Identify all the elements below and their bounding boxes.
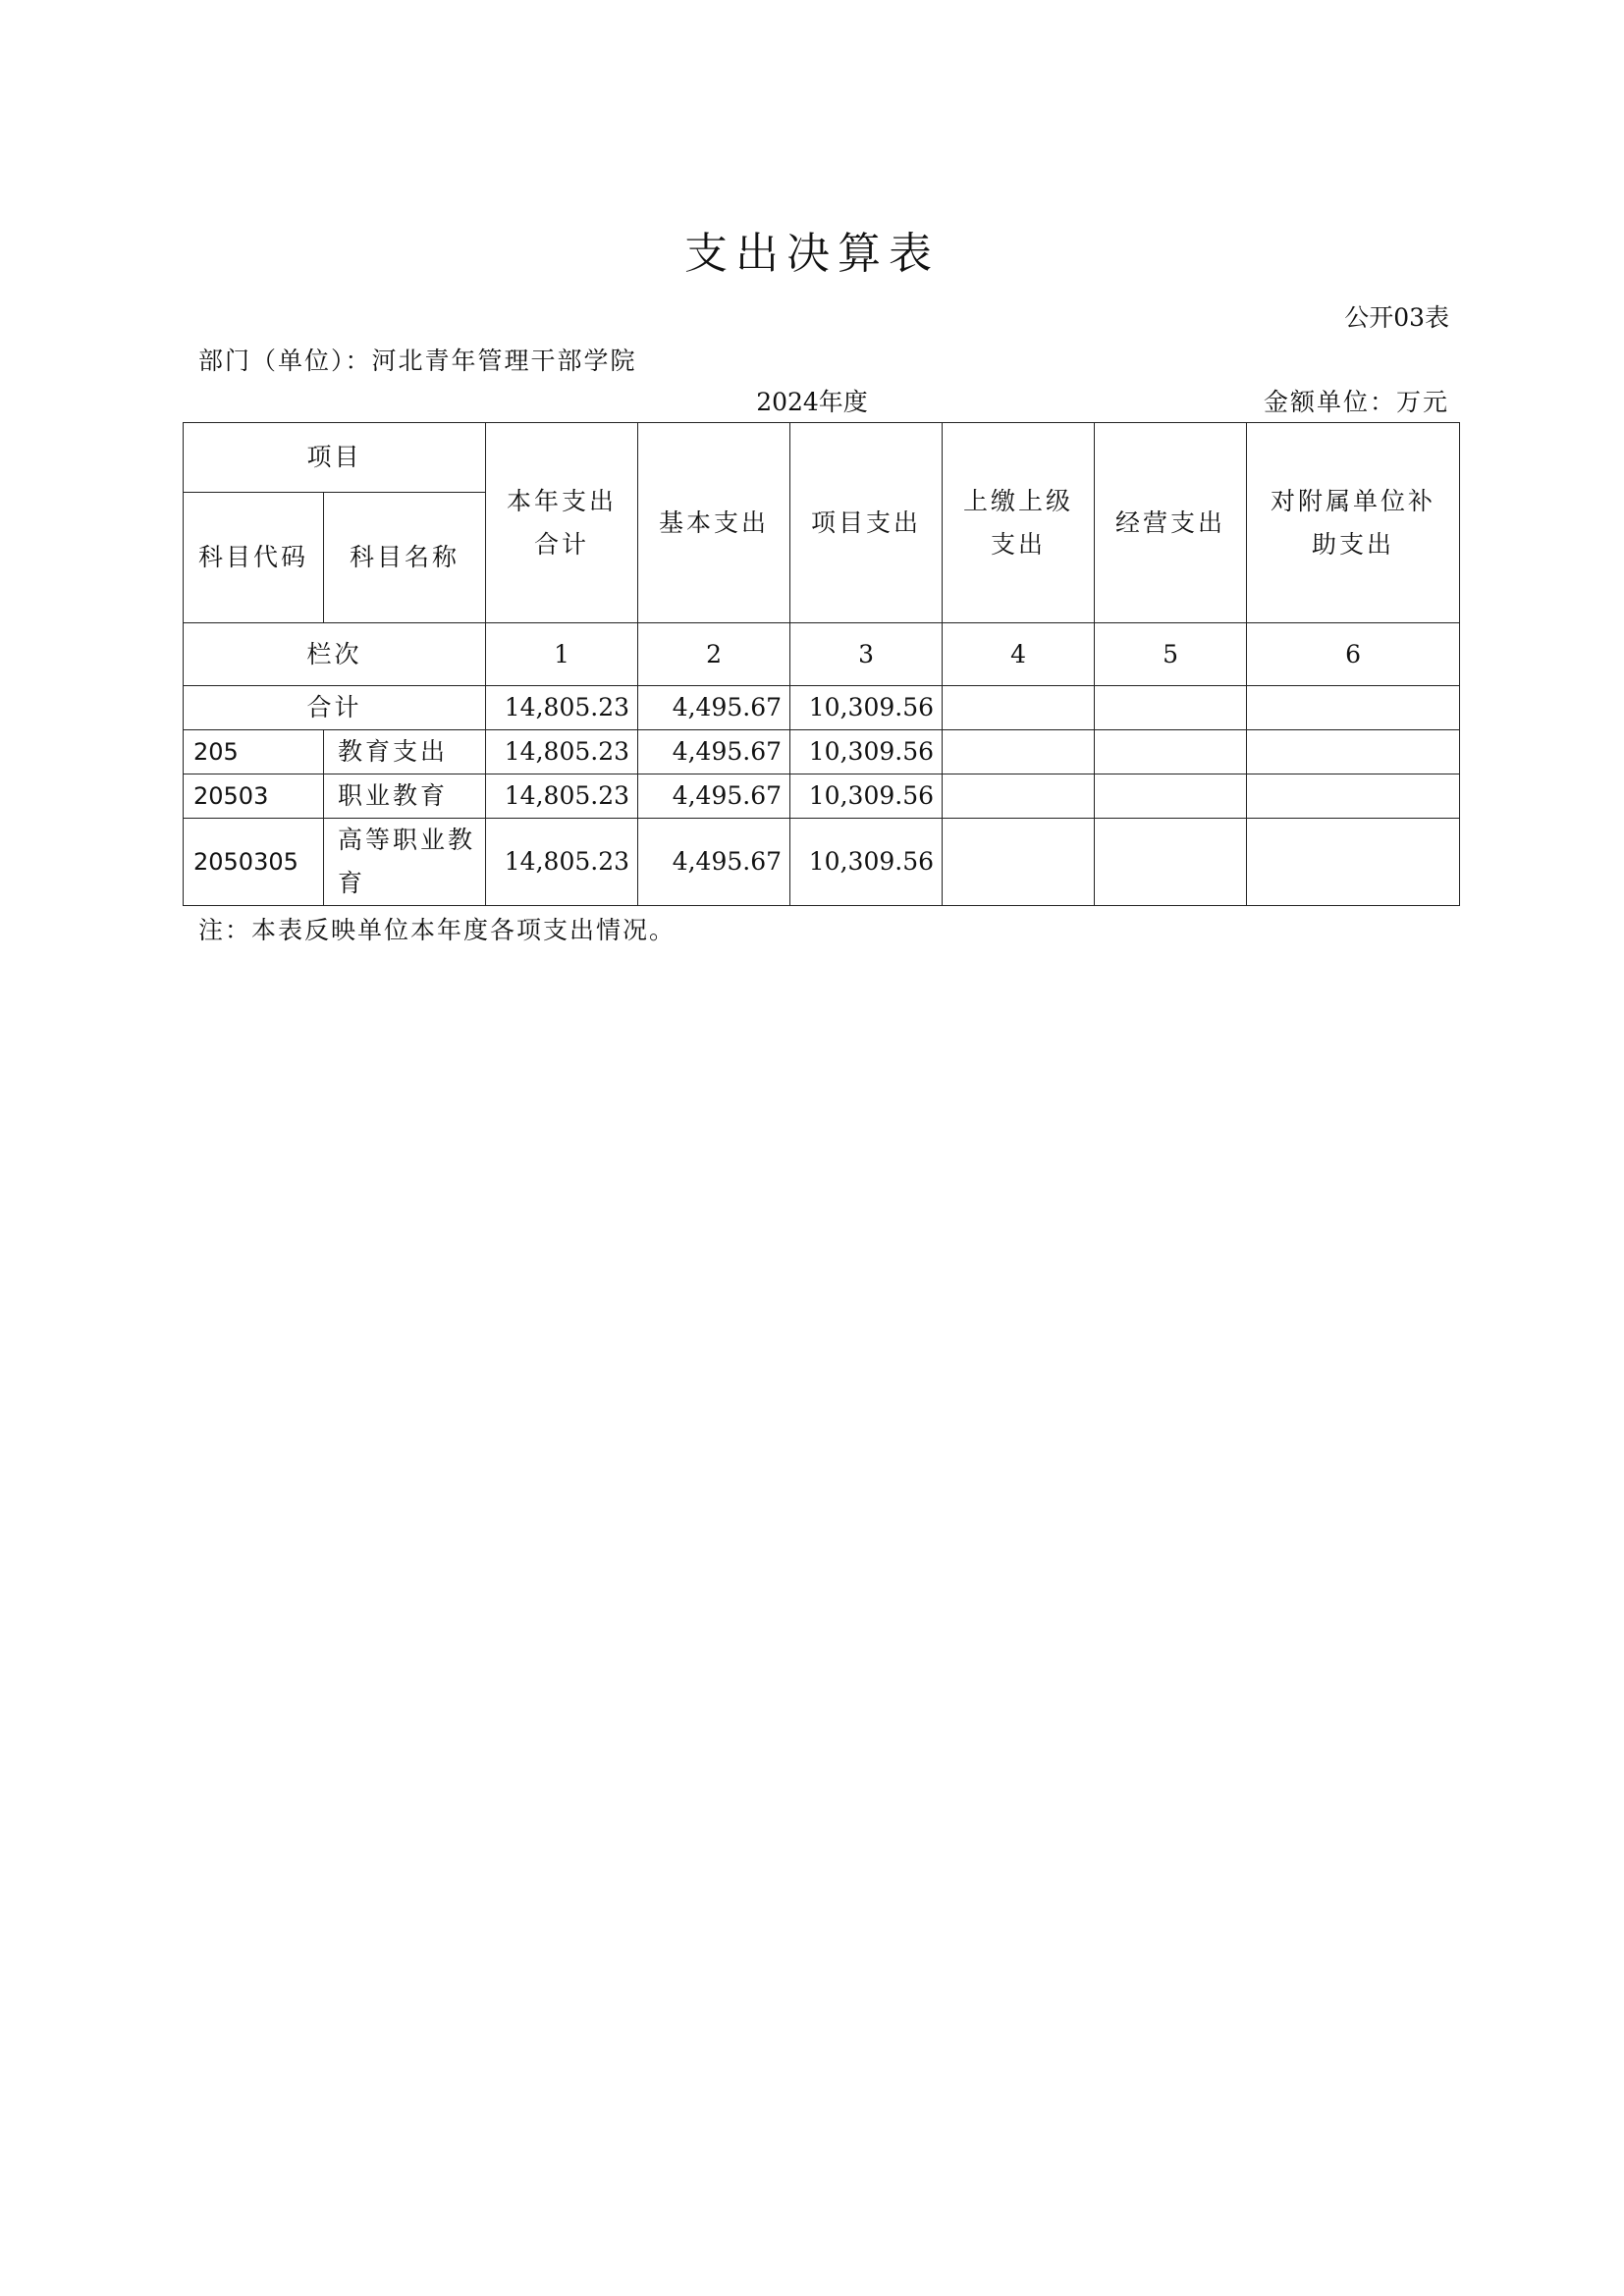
amount-unit: 金额单位：万元 bbox=[1263, 388, 1449, 416]
cell-upper bbox=[943, 686, 1095, 730]
expenditure-table bbox=[183, 422, 1460, 906]
header-name: 科目名称 bbox=[324, 493, 486, 623]
column-index: 3 bbox=[790, 623, 943, 686]
cell-upper bbox=[943, 819, 1095, 906]
header-upper: 上缴上级支出 bbox=[943, 423, 1095, 623]
department-label: 部门（单位）：河北青年管理干部学院 bbox=[198, 347, 637, 375]
total-label: 合计 bbox=[184, 686, 486, 730]
column-index-label: 栏次 bbox=[184, 623, 486, 686]
table-row bbox=[184, 774, 1460, 819]
column-index: 6 bbox=[1247, 623, 1460, 686]
cell-subsidy bbox=[1247, 686, 1460, 730]
table-row-total bbox=[184, 686, 1460, 730]
cell-subsidy bbox=[1247, 774, 1460, 819]
header-total: 本年支出合计 bbox=[486, 423, 638, 623]
header-item: 项目 bbox=[184, 423, 486, 493]
cell-basic: 4,495.67 bbox=[638, 686, 790, 730]
cell-business bbox=[1095, 774, 1247, 819]
cell-code: 20503 bbox=[184, 774, 324, 819]
table-row bbox=[184, 730, 1460, 774]
cell-total: 14,805.23 bbox=[486, 686, 638, 730]
cell-subsidy bbox=[1247, 819, 1460, 906]
cell-basic: 4,495.67 bbox=[638, 774, 790, 819]
header-business: 经营支出 bbox=[1095, 423, 1247, 623]
header-project: 项目支出 bbox=[790, 423, 943, 623]
cell-name: 高等职业教育 bbox=[324, 819, 486, 906]
cell-project: 10,309.56 bbox=[790, 819, 943, 906]
cell-project: 10,309.56 bbox=[790, 730, 943, 774]
table-number: 公开03表 bbox=[1344, 303, 1449, 332]
table-row bbox=[184, 819, 1460, 906]
cell-upper bbox=[943, 730, 1095, 774]
cell-business bbox=[1095, 686, 1247, 730]
column-index: 5 bbox=[1095, 623, 1247, 686]
cell-project: 10,309.56 bbox=[790, 686, 943, 730]
fiscal-year: 2024年度 bbox=[756, 388, 868, 416]
cell-total: 14,805.23 bbox=[486, 819, 638, 906]
cell-project: 10,309.56 bbox=[790, 774, 943, 819]
column-index: 1 bbox=[486, 623, 638, 686]
table-note: 注：本表反映单位本年度各项支出情况。 bbox=[198, 916, 677, 944]
header-code: 科目代码 bbox=[184, 493, 324, 623]
cell-total: 14,805.23 bbox=[486, 774, 638, 819]
cell-subsidy bbox=[1247, 730, 1460, 774]
cell-code: 2050305 bbox=[184, 819, 324, 906]
page-title: 支出决算表 bbox=[684, 229, 940, 279]
cell-business bbox=[1095, 730, 1247, 774]
cell-basic: 4,495.67 bbox=[638, 819, 790, 906]
cell-name: 教育支出 bbox=[324, 730, 486, 774]
cell-code: 205 bbox=[184, 730, 324, 774]
column-index: 4 bbox=[943, 623, 1095, 686]
cell-business bbox=[1095, 819, 1247, 906]
cell-name: 职业教育 bbox=[324, 774, 486, 819]
header-basic: 基本支出 bbox=[638, 423, 790, 623]
column-index: 2 bbox=[638, 623, 790, 686]
cell-upper bbox=[943, 774, 1095, 819]
cell-total: 14,805.23 bbox=[486, 730, 638, 774]
cell-basic: 4,495.67 bbox=[638, 730, 790, 774]
header-subsidy: 对附属单位补助支出 bbox=[1247, 423, 1460, 623]
